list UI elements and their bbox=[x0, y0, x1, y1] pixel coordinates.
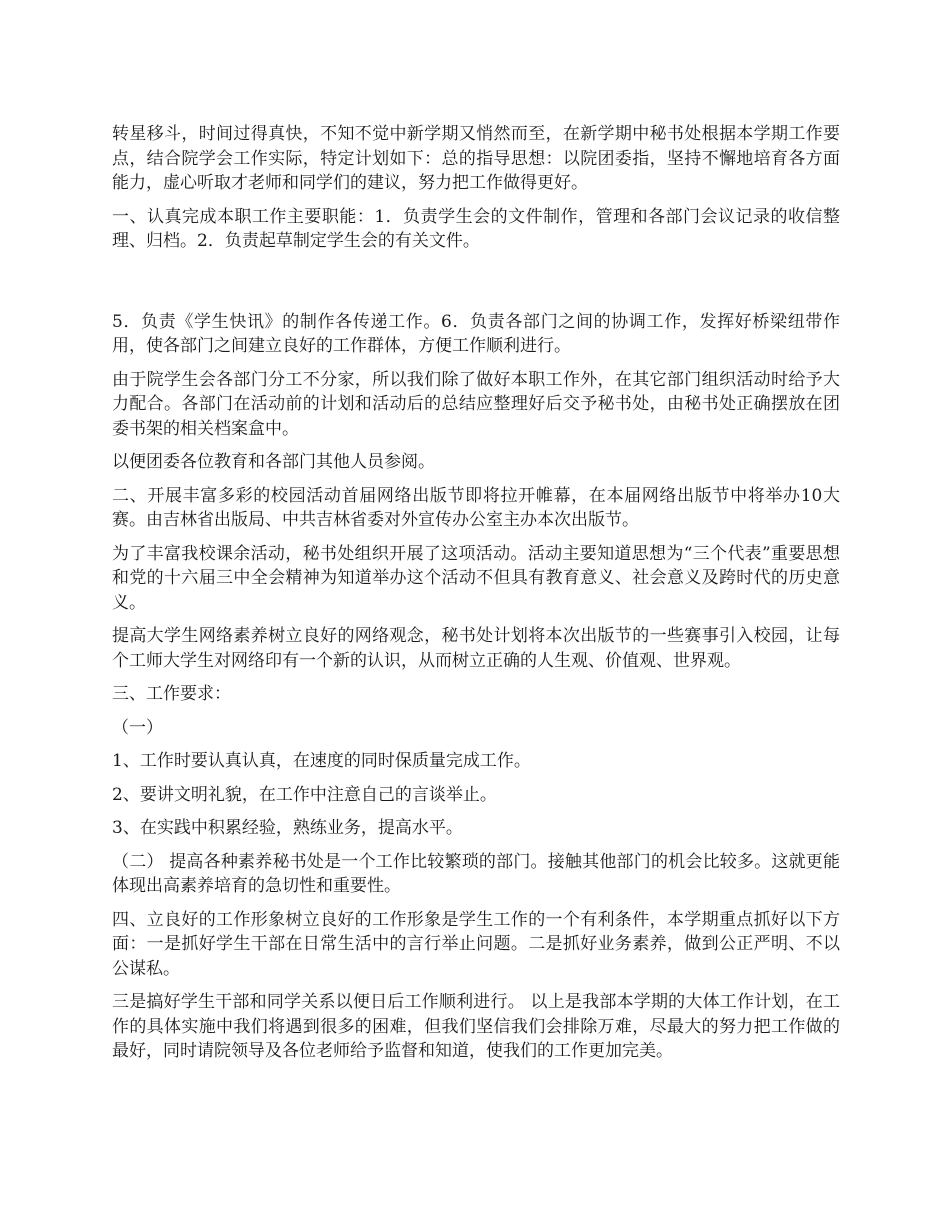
conclusion-paragraph: 三是搞好学生干部和同学关系以便日后工作顺利进行。 以上是我部本学期的大体工作计划，在工作的具体实施中我们将遇到很多的困难，但我们坚信我们会排除万难，尽最大的努力把工作做的最好，同时请院领导及各位老师给予监督和知道，使我们的工作更加完美。 bbox=[112, 992, 840, 1061]
network-literacy-paragraph: 提高大学生网络素养树立良好的网络观念，秘书处计划将本次出版节的一些赛事引入校园，让每个工师大学生对网络印有一个新的认识，从而树立正确的人生观、价值观、世界观。 bbox=[112, 626, 840, 671]
document-page bbox=[112, 122, 840, 1073]
section-3-heading: 三、工作要求： bbox=[112, 684, 231, 704]
subsection-2-paragraph: （二） 提高各种素养秘书处是一个工作比较繁琐的部门。接触其他部门的机会比较多。这就更能体现出高素养培育的急切性和重要性。 bbox=[112, 851, 840, 896]
requirement-item-1: 1、工作时要认真认真，在速度的同时保质量完成工作。 bbox=[112, 751, 531, 771]
reference-paragraph: 以便团委各位教育和各部门其他人员参阅。 bbox=[112, 452, 435, 472]
requirement-item-2: 2、要讲文明礼貌，在工作中注意自己的言谈举止。 bbox=[112, 784, 497, 805]
requirement-item-3: 3、在实践中积累经验，熟练业务，提高水平。 bbox=[112, 818, 463, 838]
subsection-1-heading: （一） bbox=[112, 717, 163, 738]
section-4-paragraph: 四、立良好的工作形象树立良好的工作形象是学生工作的一个有利条件，本学期重点抓好以下方面：一是抓好学生干部在日常生活中的言行举止问题。二是抓好业务素养，做到公正严明、不以公谋私。 bbox=[112, 909, 840, 979]
cooperation-paragraph: 由于院学生会各部门分工不分家，所以我们除了做好本职工作外，在其它部门组织活动时给予大力配合。各部门在活动前的计划和活动后的总结应整理好后交予秘书处，由秘书处正确摆放在团委书架的相关档案盒中。 bbox=[112, 369, 840, 439]
activity-purpose-paragraph: 为了丰富我校课余活动，秘书处组织开展了这项活动。活动主要知道思想为“三个代表”重要思想和党的十六届三中全会精神为知道举办这个活动不但具有教育意义、社会意义及跨时代的历史意义。 bbox=[112, 543, 840, 613]
section-1-duties-paragraph: 一、认真完成本职工作主要职能：1．负责学生会的文件制作，管理和各部门会议记录的收信整理、归档。2．负责起草制定学生会的有关文件。 bbox=[112, 206, 840, 251]
section-2-activities-paragraph: 二、开展丰富多彩的校园活动首届网络出版节即将拉开帷幕，在本届网络出版节中将举办10大赛。由吉林省出版局、中共吉林省委对外宣传办公室主办本次出版节。 bbox=[112, 485, 840, 530]
intro-paragraph: 转星移斗，时间过得真快，不知不觉中新学期又悄然而至，在新学期中秘书处根据本学期工作要点，结合院学会工作实际，特定计划如下：总的指导思想：以院团委指，坚持不懈地培育各方面能力，虚心听取才老师和同学们的建议，努力把工作做得更好。 bbox=[112, 124, 840, 193]
duties-continued-paragraph: 5．负责《学生快讯》的制作各传递工作。6．负责各部门之间的协调工作，发挥好桥梁纽带作用，使各部门之间建立良好的工作群体，方便工作顺利进行。 bbox=[112, 311, 840, 356]
